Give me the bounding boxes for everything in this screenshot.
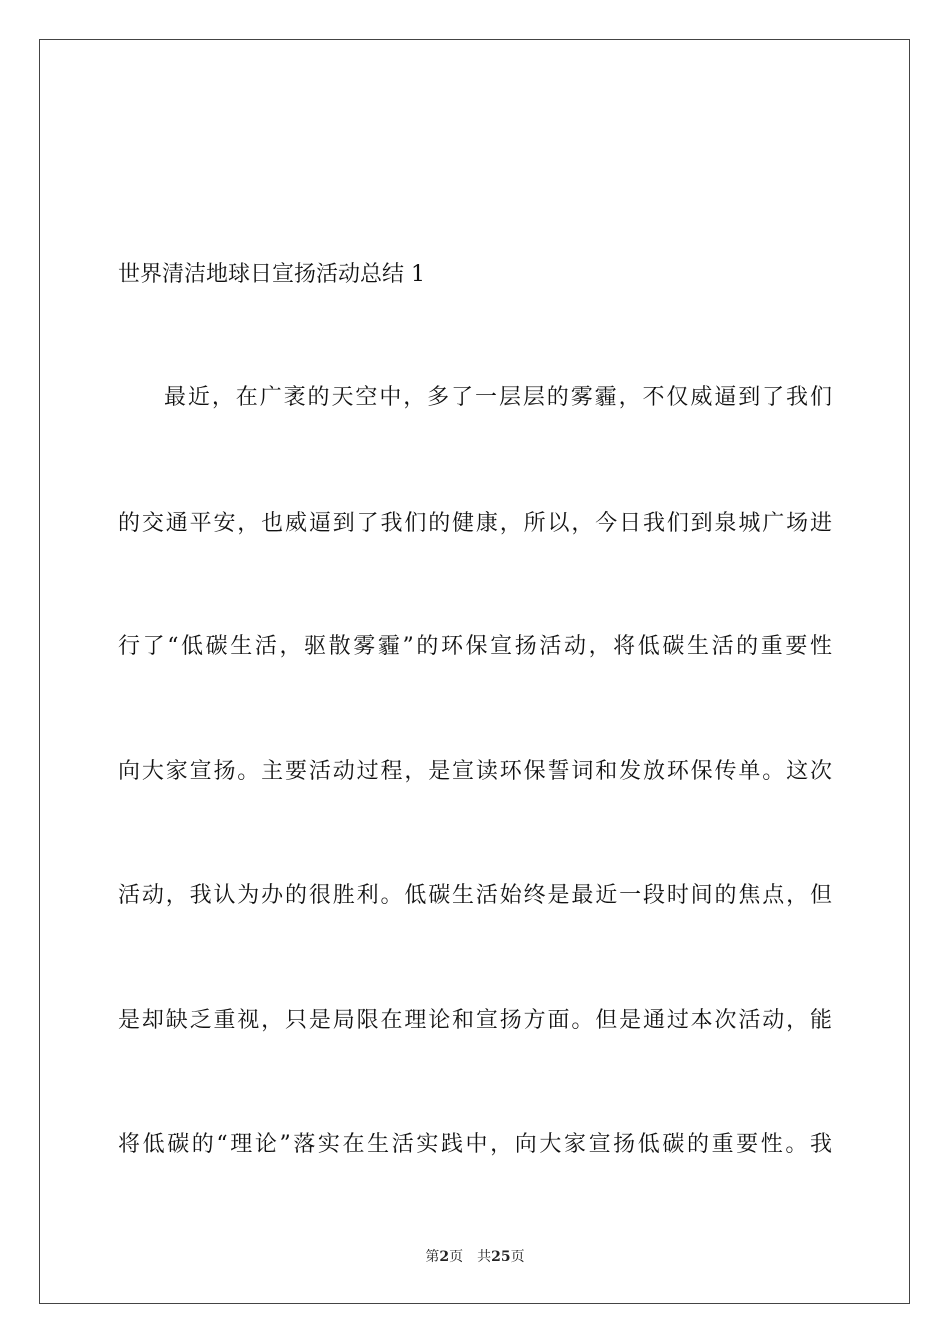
document-title: 世界清洁地球日宣扬活动总结 1 bbox=[118, 262, 425, 287]
paragraph-line-5: 活动，我认为办的很胜利。低碳生活始终是最近一段时间的焦点，但 bbox=[118, 883, 832, 908]
paragraph-line-6: 是却缺乏重视，只是局限在理论和宣扬方面。但是通过本次活动，能 bbox=[118, 1008, 832, 1033]
total-suffix: 页 bbox=[510, 1249, 525, 1265]
paragraph-line-1: 最近，在广袤的天空中，多了一层层的雾霾，不仅威逼到了我们 bbox=[164, 385, 832, 410]
paragraph-line-7: 将低碳的“理论”落实在生活实践中，向大家宣扬低碳的重要性。我 bbox=[118, 1132, 832, 1157]
page-suffix: 页 bbox=[449, 1249, 464, 1265]
page-prefix: 第 bbox=[425, 1249, 440, 1265]
page-number: 2 bbox=[439, 1249, 450, 1265]
total-pages: 25 bbox=[491, 1249, 511, 1265]
page-border bbox=[39, 39, 910, 1304]
paragraph-line-3: 行了“低碳生活，驱散雾霾”的环保宣扬活动，将低碳生活的重要性 bbox=[118, 634, 832, 659]
page-footer bbox=[0, 1247, 950, 1267]
paragraph-line-4: 向大家宣扬。主要活动过程，是宣读环保誓词和发放环保传单。这次 bbox=[118, 759, 832, 784]
paragraph-line-2: 的交通平安，也威逼到了我们的健康，所以，今日我们到泉城广场进 bbox=[118, 511, 832, 536]
total-prefix: 共 bbox=[477, 1249, 492, 1265]
